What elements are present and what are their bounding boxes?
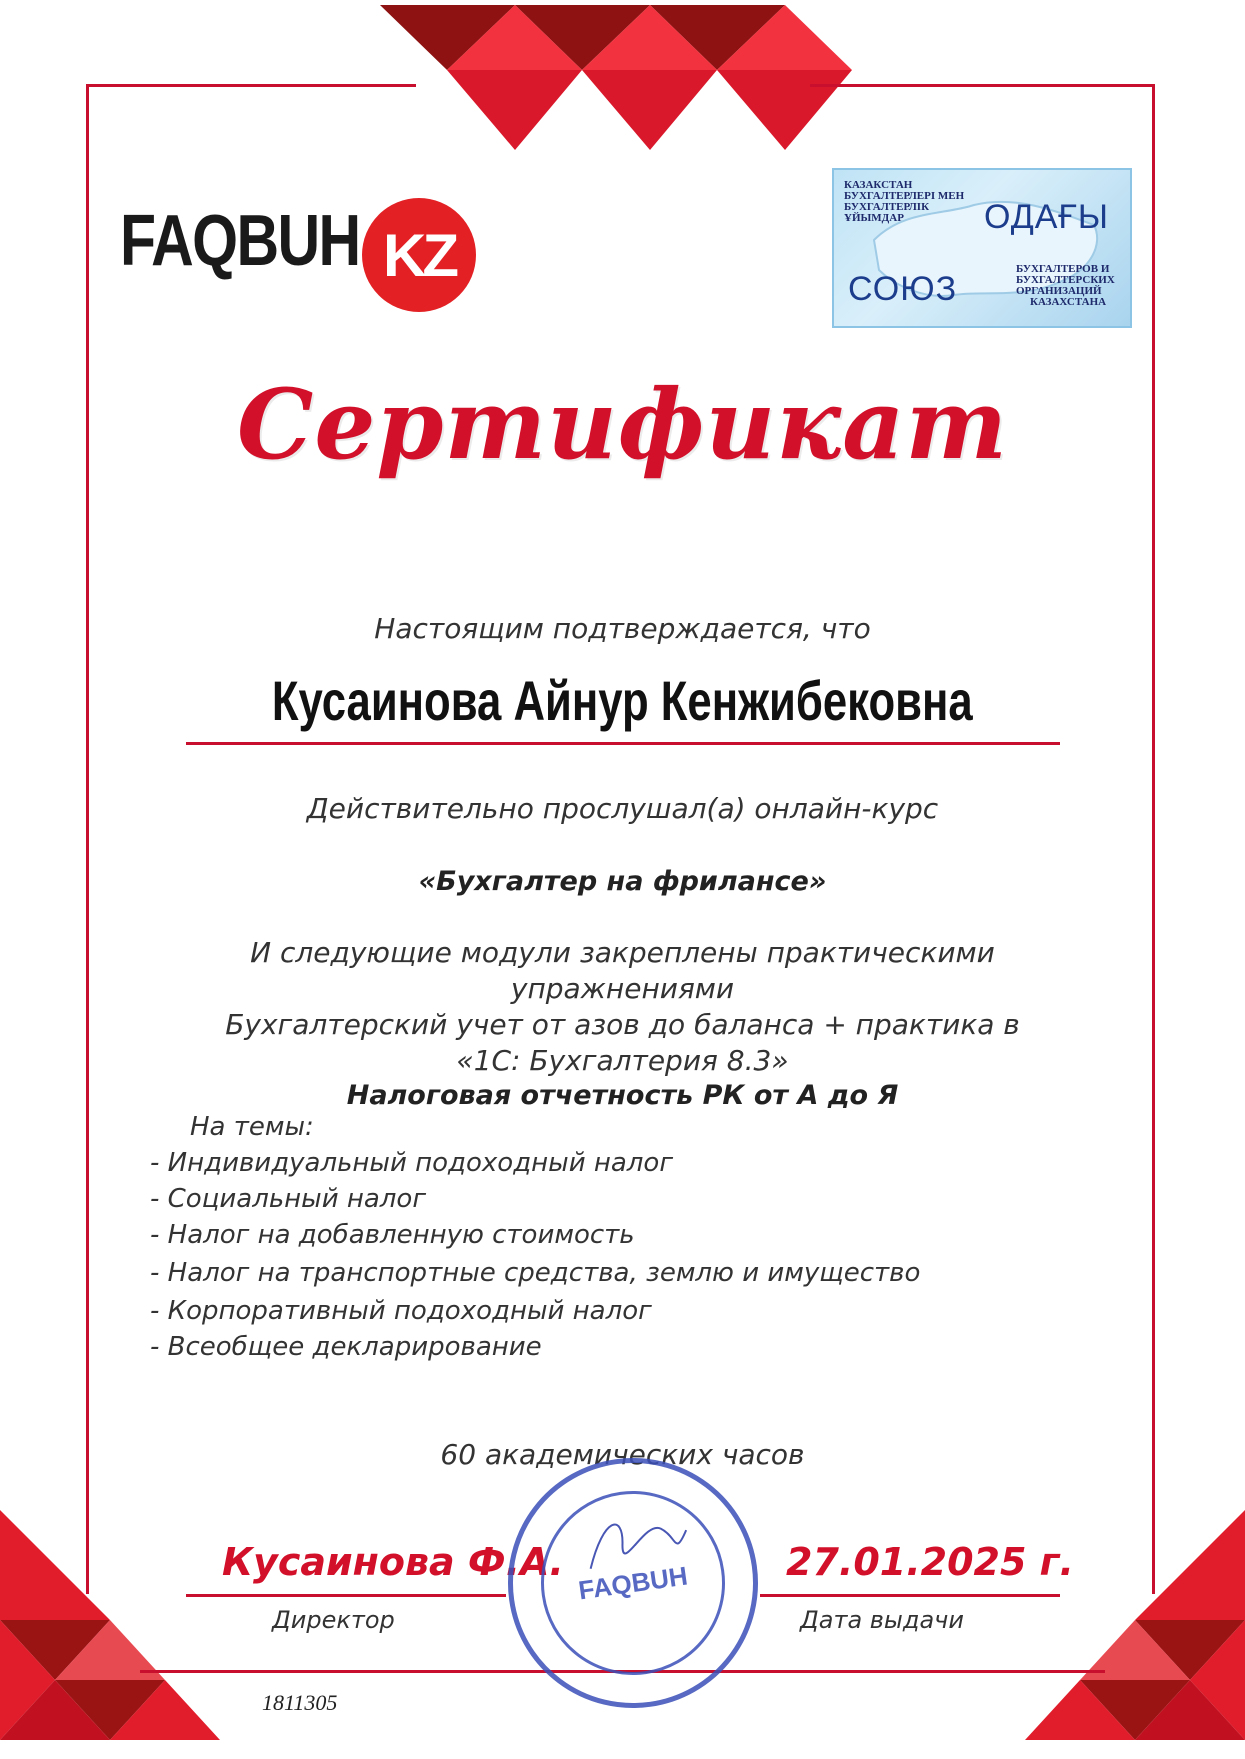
topic-item: - Налог на транспортные средства, землю и имущество [150,1258,921,1288]
recipient-name: Кусаинова Айнур Кенжибековна [272,669,973,732]
academic-hours: 60 академических часов [440,1438,805,1471]
frame-top-left [86,84,416,87]
intro-text: Настоящим подтверждается, что [374,612,871,645]
union-text-line: БУХГАЛТЕРЛЕРІ МЕН [844,190,965,202]
topic-item: - Индивидуальный подоходный налог [150,1148,673,1178]
topic-item: - Всеобщее декларирование [150,1332,542,1362]
topic-item: - Социальный налог [150,1184,426,1214]
topics-label: На темы: [190,1112,314,1142]
frame-left [86,84,89,1594]
brand-kz-badge: KZ [362,198,476,312]
registration-number: 1811305 [262,1690,338,1715]
union-text-line: БУХГАЛТЕРОВ И [1016,263,1110,275]
union-text-line: БУХГАЛТЕРСКИХ [1016,274,1115,286]
brand-logo-text: FAQBUH [120,201,360,281]
union-word-kz: ОДАҒЫ [984,198,1109,236]
union-text-line: КАЗАКСТАН [844,179,913,191]
modules-intro-line-1: И следующие модули закреплены практическими [250,936,995,969]
topic-item: - Корпоративный подоходный налог [150,1296,652,1326]
union-text-line: БУХГАЛТЕРЛІК [844,201,930,213]
accountants-union-logo [832,168,1132,328]
issue-date-label: Дата выдачи [800,1606,964,1634]
completion-text: Действительно прослушал(а) онлайн-курс [306,792,939,825]
union-text-line: ОРГАНИЗАЦИЙ [1016,285,1102,297]
module-2: Налоговая отчетность РК от А до Я [346,1080,899,1111]
union-text-line: КАЗАХСТАНА [1030,296,1107,308]
union-word-ru: СОЮЗ [848,270,958,308]
module-1-line-1: Бухгалтерский учет от азов до баланса + практика в [225,1008,1020,1041]
company-stamp [492,1442,774,1724]
director-name: Кусаинова Ф.А. [222,1540,564,1584]
left-corner-ornament [0,1510,250,1759]
topic-item: - Налог на добавленную стоимость [150,1220,635,1250]
course-name: «Бухгалтер на фрилансе» [418,866,827,897]
director-underline [186,1594,506,1597]
module-1-line-2: «1С: Бухгалтерия 8.3» [456,1044,789,1077]
name-underline [186,742,1060,745]
modules-intro-line-2: упражнениями [510,972,735,1005]
certificate-title: Сертификат [236,368,1009,481]
date-underline [760,1594,1060,1597]
top-triangle-ornament [380,0,866,160]
frame-right [1152,84,1155,1594]
issue-date: 27.01.2025 г. [786,1540,1074,1584]
recipient-name-wrap [0,668,1245,733]
union-text-line: ҰЙЫМДАР [844,212,904,224]
signature-scribble-icon [572,1494,702,1590]
frame-top-right [810,84,1155,87]
stamp-center-text: FAQBUH [576,1560,690,1606]
director-role: Директор [272,1606,395,1634]
